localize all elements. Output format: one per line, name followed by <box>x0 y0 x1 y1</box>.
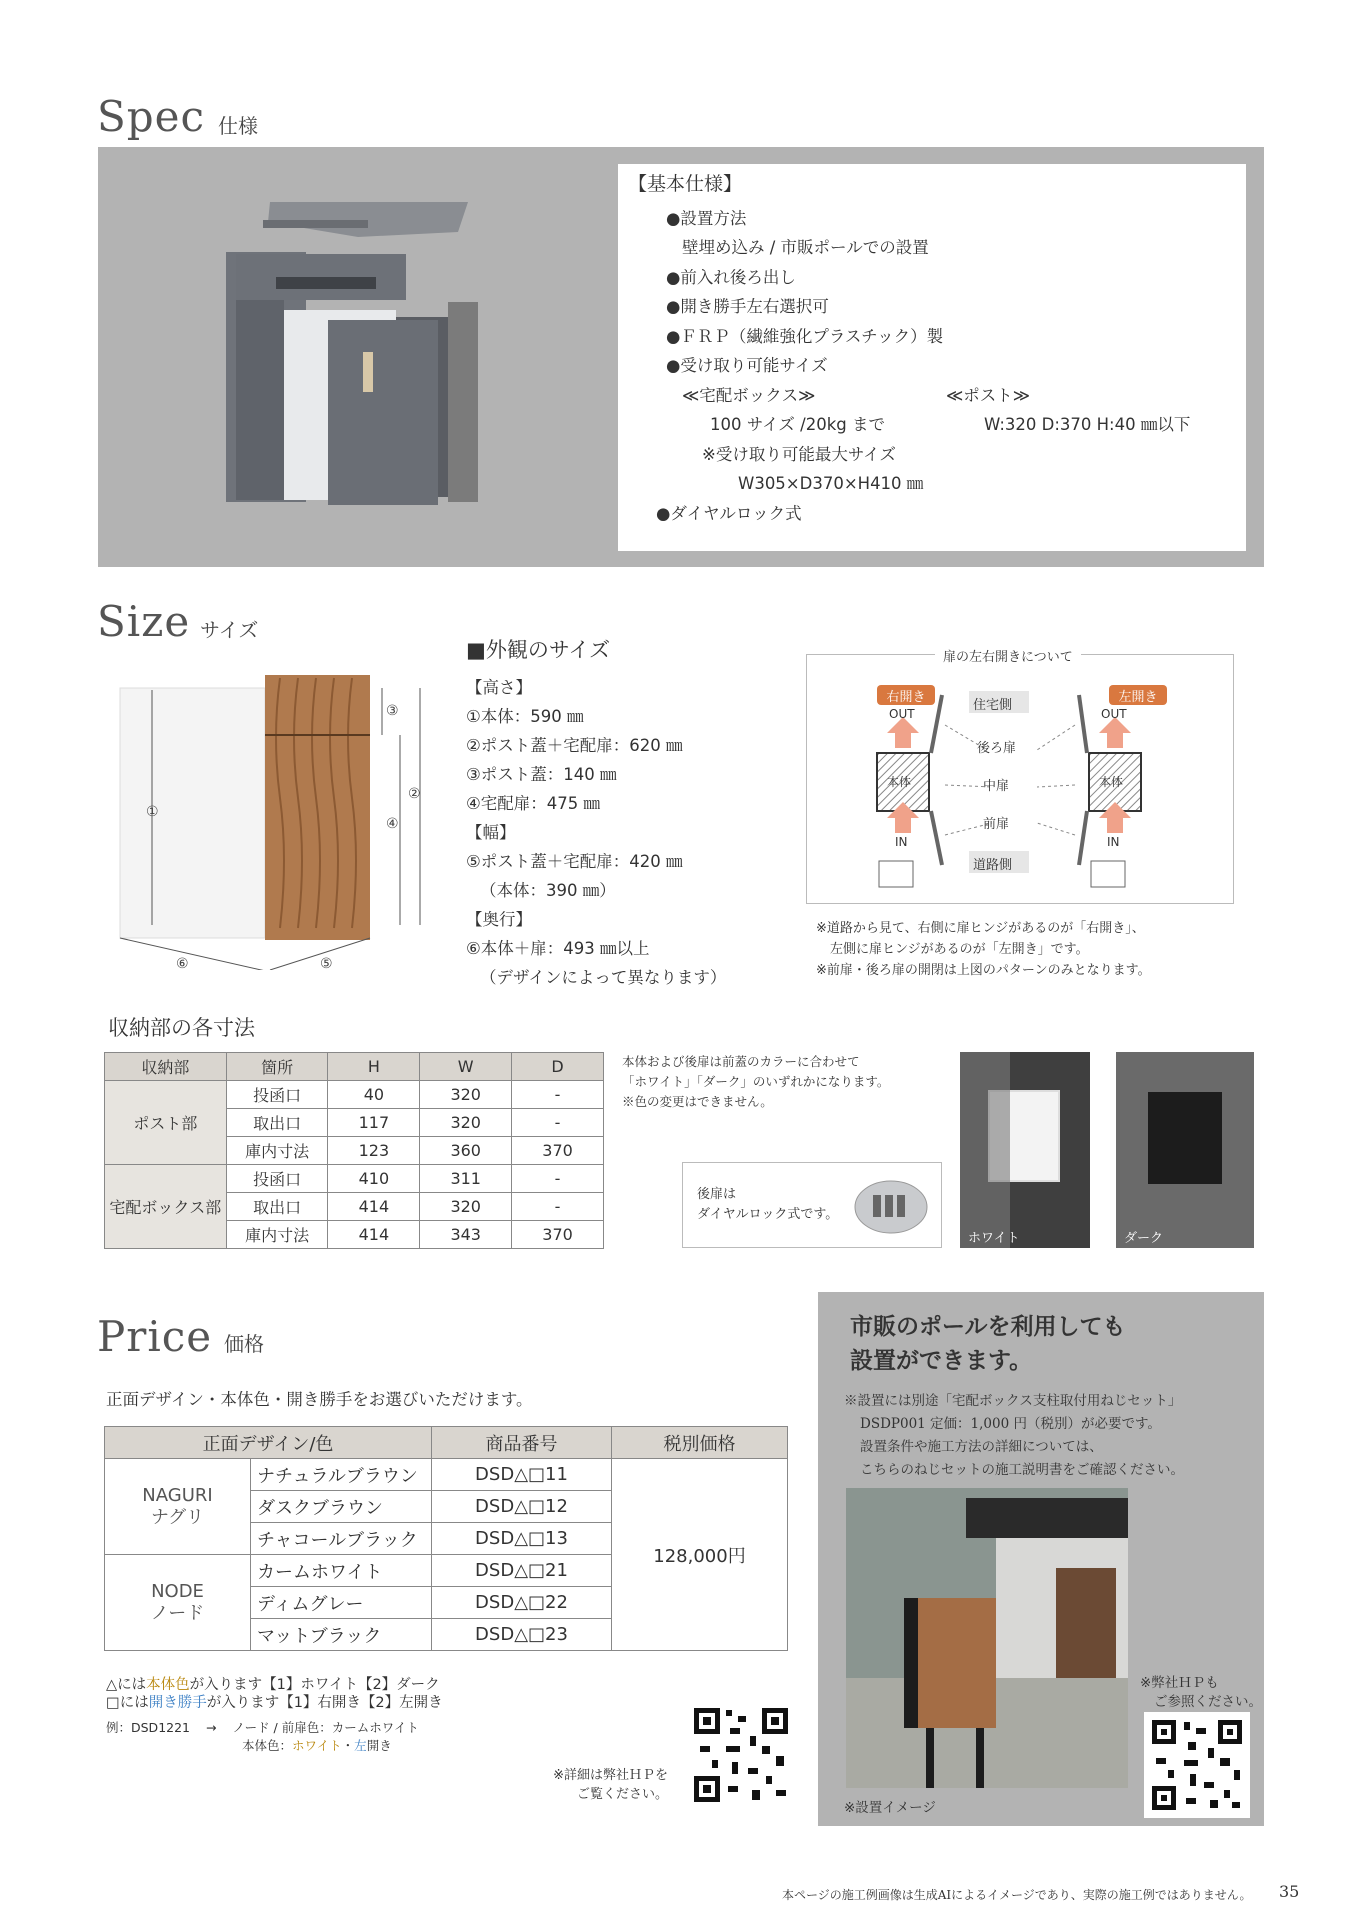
storage-header: D <box>512 1053 604 1081</box>
door-note: ※道路から見て、右側に扉ヒンジがあるのが「右開き」、 <box>816 921 1145 936</box>
table-cell: - <box>512 1109 604 1137</box>
price-header: 税別価格 <box>612 1427 788 1459</box>
box-size: 100 サイズ /20kg まで <box>710 415 885 434</box>
left-open-label: 左開き <box>1118 690 1158 705</box>
pole-title-line: 市販のポールを利用しても <box>850 1314 1126 1340</box>
price-header: 正面デザイン/色 <box>105 1427 432 1459</box>
example-text: 開き <box>366 1738 392 1753</box>
storage-header: H <box>328 1053 420 1081</box>
product-code: DSD△□21 <box>432 1555 612 1587</box>
door-note: ※前扉・後ろ扉の開閉は上図のパターンのみとなります。 <box>816 963 1151 978</box>
table-cell: - <box>512 1081 604 1109</box>
example-text: ノード / 前扉色：カームホワイト <box>232 1720 419 1735</box>
price-header: 商品番号 <box>432 1427 612 1459</box>
dark-product-photo <box>1116 1052 1254 1248</box>
table-cell: 414 <box>328 1221 420 1249</box>
dim-label-4: ④ <box>386 816 399 832</box>
storage-group: 宅配ボックス部 <box>105 1165 227 1249</box>
color-note-line: 「ホワイト」「ダーク」のいずれかになります。 <box>622 1074 890 1089</box>
design-group <box>105 1459 251 1555</box>
table-cell: 投函口 <box>226 1165 328 1193</box>
rear-door-label: 後ろ扉 <box>977 741 1017 756</box>
legend-text: △には <box>106 1677 147 1693</box>
size-subtitle: サイズ <box>200 618 259 642</box>
price-value: 128,000円 <box>612 1459 788 1651</box>
example-highlight: ホワイト <box>292 1738 342 1753</box>
design-group <box>105 1555 251 1651</box>
design-name-en: NODE <box>151 1580 204 1602</box>
example-arrow: → <box>205 1720 217 1735</box>
installation-photo <box>846 1488 1128 1788</box>
dim-label-2: ② <box>408 786 421 802</box>
dial-lock-image <box>851 1175 931 1235</box>
design-name-jp: ナグリ <box>150 1506 205 1528</box>
legend-highlight: 開き勝手 <box>148 1695 207 1711</box>
page-number: 35 <box>1279 1882 1300 1901</box>
table-cell: 123 <box>328 1137 420 1165</box>
storage-group: ポスト部 <box>105 1081 227 1165</box>
example-text: 本体色： <box>242 1738 293 1753</box>
color-note-line: 本体および後扉は前蓋のカラーに合わせて <box>622 1054 860 1069</box>
dim-label-1: ① <box>146 804 159 820</box>
max-note: ※受け取り可能最大サイズ <box>702 444 897 464</box>
size-line: ③ポスト蓋：140 ㎜ <box>466 765 617 784</box>
product-image <box>158 192 588 512</box>
lock-note-line: ダイヤルロック式です。 <box>697 1207 839 1222</box>
size-title: Size <box>97 597 191 646</box>
example-text: 例：DSD <box>106 1720 159 1735</box>
table-cell: - <box>512 1193 604 1221</box>
white-product-photo <box>960 1052 1090 1248</box>
size-line: 【奥行】 <box>466 910 532 929</box>
color-name: チャコールブラック <box>251 1523 432 1555</box>
size-line: ⑤ポスト蓋＋宅配扉：420 ㎜ <box>466 852 683 871</box>
spec-heading: 【基本仕様】 <box>628 173 743 195</box>
table-cell: 320 <box>420 1081 512 1109</box>
front-door-label: 前扉 <box>983 817 1010 832</box>
legend-text: が入ります【1】ホワイト【2】ダーク <box>189 1677 440 1693</box>
color-name: ナチュラルブラウン <box>251 1459 432 1491</box>
spec-item: ●設置方法 <box>666 208 747 228</box>
example-highlight: 左 <box>354 1738 367 1753</box>
table-cell: 370 <box>512 1221 604 1249</box>
size-heading: ■外観のサイズ <box>466 638 611 662</box>
out-label: OUT <box>889 707 915 721</box>
size-diagram <box>100 670 440 970</box>
table-cell: 320 <box>420 1109 512 1137</box>
storage-table <box>104 1052 604 1249</box>
legend-line <box>106 1676 443 1694</box>
table-cell: 投函口 <box>226 1081 328 1109</box>
mid-door-label: 中扉 <box>983 779 1010 794</box>
in-label: IN <box>1107 835 1120 849</box>
dark-label: ダーク <box>1124 1231 1164 1246</box>
hp-note-line: ※詳細は弊社ＨＰを <box>553 1768 668 1783</box>
image-note: ※設置イメージ <box>844 1800 936 1816</box>
table-row <box>105 1081 604 1109</box>
pole-note: 設置条件や施工方法の詳細については、 <box>860 1439 1103 1455</box>
storage-header: W <box>420 1053 512 1081</box>
table-cell: 414 <box>328 1193 420 1221</box>
max-size: W305×D370×H410 ㎜ <box>738 474 924 493</box>
color-note <box>622 1052 889 1112</box>
size-line: ⑥本体＋扉：493 ㎜以上 <box>466 939 650 958</box>
out-label: OUT <box>1101 707 1127 721</box>
table-cell: - <box>512 1165 604 1193</box>
example-line <box>242 1737 419 1755</box>
size-line: ④宅配扉：475 ㎜ <box>466 794 601 813</box>
design-name-en: NAGURI <box>142 1484 213 1506</box>
hp-note-line: ご覧ください。 <box>576 1787 668 1802</box>
qr-code <box>1144 1712 1250 1818</box>
dim-label-3: ③ <box>386 703 399 719</box>
body-label: 本体 <box>887 775 912 789</box>
product-code: DSD△□11 <box>432 1459 612 1491</box>
table-cell: 40 <box>328 1081 420 1109</box>
size-line: ②ポスト蓋＋宅配扉：620 ㎜ <box>466 736 683 755</box>
box-label: ≪宅配ボックス≫ <box>682 385 816 405</box>
table-cell: 370 <box>512 1137 604 1165</box>
legend-text: □には <box>106 1695 149 1711</box>
table-cell: 庫内寸法 <box>226 1137 328 1165</box>
spec-subtitle: 仕様 <box>218 114 258 138</box>
table-cell: 360 <box>420 1137 512 1165</box>
spec-item: ●前入れ後ろ出し <box>666 267 796 287</box>
spec-dial: ●ダイヤルロック式 <box>656 503 802 523</box>
size-line: ①本体：590 ㎜ <box>466 707 584 726</box>
post-label: ≪ポスト≫ <box>946 385 1031 405</box>
post-size: W:320 D:370 H:40 ㎜以下 <box>984 415 1191 434</box>
pole-note: ※設置には別途「宅配ボックス支柱取付用ねじセット」 <box>844 1393 1182 1409</box>
table-cell: 取出口 <box>226 1193 328 1221</box>
table-row <box>105 1459 788 1491</box>
price-table <box>104 1426 788 1651</box>
price-intro: 正面デザイン・本体色・開き勝手をお選びいただけます。 <box>106 1390 533 1409</box>
right-open-label: 右開き <box>886 690 926 705</box>
spec-item: ●開き勝手左右選択可 <box>666 297 829 316</box>
table-cell: 311 <box>420 1165 512 1193</box>
road-side-label: 道路側 <box>973 858 1013 873</box>
table-cell: 410 <box>328 1165 420 1193</box>
pole-hp-line: ※弊社ＨＰも <box>1140 1675 1219 1691</box>
lock-note-box <box>682 1162 942 1248</box>
color-name: マットブラック <box>251 1619 432 1651</box>
product-code: DSD△□12 <box>432 1491 612 1523</box>
example-code: 1221 <box>158 1720 190 1735</box>
pole-note: DSDP001 定価：1,000 円（税別）が必要です。 <box>860 1416 1161 1432</box>
spec-panel <box>98 147 1264 567</box>
lock-note <box>697 1185 838 1225</box>
footer-note: 本ページの施工例画像は生成AIによるイメージであり、実際の施工例ではありません。 <box>782 1888 1252 1902</box>
table-cell: 343 <box>420 1221 512 1249</box>
design-name-jp: ノード <box>150 1602 205 1624</box>
spec-item: ●受け取り可能サイズ <box>666 356 828 375</box>
door-diagram <box>806 650 1234 904</box>
pole-title <box>850 1310 1126 1378</box>
size-line: 【高さ】 <box>466 678 532 697</box>
table-cell: 取出口 <box>226 1109 328 1137</box>
spec-box <box>618 164 1246 551</box>
spec-title: Spec <box>97 92 206 141</box>
white-label: ホワイト <box>968 1231 1020 1246</box>
legend-highlight: 本体色 <box>146 1677 190 1693</box>
spec-item: 壁埋め込み / 市販ポールでの設置 <box>682 238 929 257</box>
in-label: IN <box>895 835 908 849</box>
example-text: ・ <box>341 1738 355 1753</box>
door-note: 左側に扉ヒンジがあるのが「左開き」です。 <box>830 942 1089 957</box>
color-name: ディムグレー <box>251 1587 432 1619</box>
price-title: Price <box>97 1312 213 1361</box>
table-cell: 117 <box>328 1109 420 1137</box>
pole-note: こちらのねじセットの施工説明書をご確認ください。 <box>860 1462 1184 1478</box>
size-line: 【幅】 <box>466 823 516 842</box>
hp-note <box>538 1766 668 1804</box>
door-diagram-title: 扉の左右開きについて <box>935 646 1081 665</box>
price-legend <box>106 1676 443 1712</box>
door-notes <box>816 918 1151 981</box>
lock-note-line: 後扉は <box>697 1187 737 1202</box>
product-code: DSD△□23 <box>432 1619 612 1651</box>
size-line: （デザインによって異なります） <box>480 968 727 987</box>
spec-item: ●ＦＲＰ（繊維強化プラスチック）製 <box>666 326 944 346</box>
color-name: カームホワイト <box>251 1555 432 1587</box>
storage-header: 箇所 <box>226 1053 328 1081</box>
size-spec <box>466 636 726 992</box>
color-note-line: ※色の変更はできません。 <box>622 1094 773 1109</box>
pole-hp-note <box>1140 1674 1262 1712</box>
qr-code <box>692 1706 790 1804</box>
house-side-label: 住宅側 <box>973 698 1013 713</box>
price-subtitle: 価格 <box>224 1332 264 1356</box>
size-line: （本体：390 ㎜） <box>480 881 616 900</box>
product-code: DSD△□22 <box>432 1587 612 1619</box>
dim-label-6: ⑥ <box>176 956 189 970</box>
table-cell: 320 <box>420 1193 512 1221</box>
pole-notes <box>844 1390 1184 1482</box>
color-name: ダスクブラウン <box>251 1491 432 1523</box>
pole-panel <box>818 1292 1264 1826</box>
price-example <box>106 1719 419 1755</box>
table-cell: 庫内寸法 <box>226 1221 328 1249</box>
pole-hp-line: ご参照ください。 <box>1154 1694 1262 1710</box>
table-row <box>105 1165 604 1193</box>
dim-label-5: ⑤ <box>320 956 333 970</box>
body-label: 本体 <box>1099 775 1124 789</box>
pole-title-line: 設置ができます。 <box>850 1348 1033 1374</box>
product-code: DSD△□13 <box>432 1523 612 1555</box>
legend-line <box>106 1694 443 1712</box>
storage-title: 収納部の各寸法 <box>108 1016 255 1040</box>
legend-text: が入ります【1】右開き【2】左開き <box>206 1695 443 1711</box>
example-line <box>106 1719 419 1737</box>
storage-header: 収納部 <box>105 1053 227 1081</box>
